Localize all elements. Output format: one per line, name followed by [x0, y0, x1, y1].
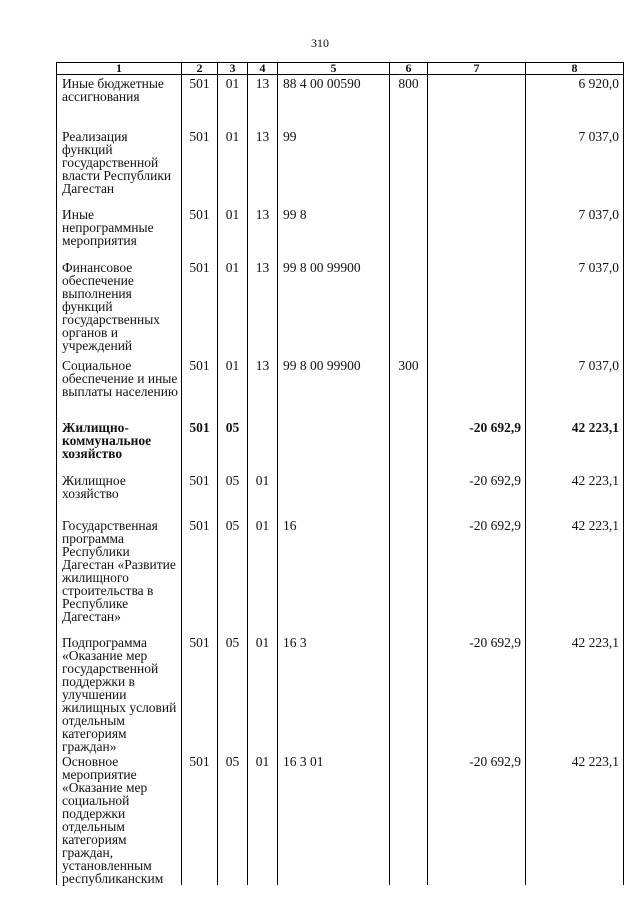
item-name: Жилищное хозяйство: [57, 472, 182, 517]
target-article-code: 16 3 01: [278, 753, 390, 885]
ministry-code: 501: [182, 128, 218, 206]
item-name: Иные бюджетные ассигнования: [57, 75, 182, 128]
column-header: 7: [428, 63, 526, 75]
subsection-code: 13: [248, 259, 278, 357]
section-code: 05: [218, 517, 248, 634]
expense-type-code: [390, 206, 428, 259]
ministry-code: 501: [182, 75, 218, 128]
total-amount: 42 223,1: [526, 634, 624, 753]
ministry-code: 501: [182, 419, 218, 472]
table-row: [57, 753, 624, 885]
ministry-code: 501: [182, 634, 218, 753]
ministry-code: 501: [182, 357, 218, 419]
expense-type-code: [390, 753, 428, 885]
table-row: [57, 357, 624, 419]
target-article-code: 88 4 00 00590: [278, 75, 390, 128]
change-amount: [428, 259, 526, 357]
item-name: Жилищно-коммунальное хозяйство: [57, 419, 182, 472]
change-amount: [428, 206, 526, 259]
budget-table: [56, 62, 624, 885]
total-amount: 42 223,1: [526, 419, 624, 472]
total-amount: 42 223,1: [526, 753, 624, 885]
subsection-code: 01: [248, 634, 278, 753]
change-amount: [428, 128, 526, 206]
subsection-code: [248, 419, 278, 472]
expense-type-code: [390, 259, 428, 357]
item-name: Финансовое обеспечение выполнения функций государственных органов и учреждений: [57, 259, 182, 357]
target-article-code: 99: [278, 128, 390, 206]
expense-type-code: [390, 634, 428, 753]
table-row: [57, 517, 624, 634]
section-code: 01: [218, 75, 248, 128]
total-amount: 6 920,0: [526, 75, 624, 128]
item-name: Основное мероприятие «Оказание мер социальной поддержки отдельным категориям граждан, установленным республиканским: [57, 753, 182, 885]
ministry-code: 501: [182, 517, 218, 634]
table-body: [57, 75, 624, 885]
target-article-code: 16 3: [278, 634, 390, 753]
target-article-code: [278, 472, 390, 517]
subsection-code: 01: [248, 753, 278, 885]
subsection-code: 13: [248, 128, 278, 206]
change-amount: [428, 357, 526, 419]
total-amount: 7 037,0: [526, 259, 624, 357]
column-header: 8: [526, 63, 624, 75]
table-row: [57, 634, 624, 753]
section-code: 05: [218, 419, 248, 472]
target-article-code: 16: [278, 517, 390, 634]
total-amount: 7 037,0: [526, 206, 624, 259]
column-header: 4: [248, 63, 278, 75]
subsection-code: 13: [248, 206, 278, 259]
target-article-code: 99 8 00 99900: [278, 357, 390, 419]
column-header: 6: [390, 63, 428, 75]
change-amount: [428, 75, 526, 128]
target-article-code: 99 8 00 99900: [278, 259, 390, 357]
subsection-code: 01: [248, 517, 278, 634]
change-amount: -20 692,9: [428, 753, 526, 885]
item-name: Государственная программа Республики Дагестан «Развитие жилищного строительства в Республике Дагестан»: [57, 517, 182, 634]
subsection-code: 01: [248, 472, 278, 517]
subsection-code: 13: [248, 357, 278, 419]
expense-type-code: [390, 517, 428, 634]
section-code: 05: [218, 472, 248, 517]
table-row: [57, 419, 624, 472]
section-code: 05: [218, 753, 248, 885]
column-header: 2: [182, 63, 218, 75]
expense-type-code: [390, 128, 428, 206]
section-code: 01: [218, 128, 248, 206]
expense-type-code: 800: [390, 75, 428, 128]
total-amount: 42 223,1: [526, 472, 624, 517]
total-amount: 7 037,0: [526, 128, 624, 206]
item-name: Подпрограмма «Оказание мер государственной поддержки в улучшении жилищных условий отдельным категориям граждан»: [57, 634, 182, 753]
table-header-row: [57, 63, 624, 75]
column-header: 1: [57, 63, 182, 75]
ministry-code: 501: [182, 259, 218, 357]
table-row: [57, 128, 624, 206]
section-code: 01: [218, 259, 248, 357]
change-amount: -20 692,9: [428, 419, 526, 472]
change-amount: -20 692,9: [428, 517, 526, 634]
item-name: Социальное обеспечение и иные выплаты населению: [57, 357, 182, 419]
target-article-code: [278, 419, 390, 472]
total-amount: 7 037,0: [526, 357, 624, 419]
table-row: [57, 259, 624, 357]
item-name: Реализация функций государственной власти Республики Дагестан: [57, 128, 182, 206]
page-number: 310: [311, 36, 329, 50]
table-row: [57, 472, 624, 517]
subsection-code: 13: [248, 75, 278, 128]
column-header: 3: [218, 63, 248, 75]
section-code: 01: [218, 357, 248, 419]
total-amount: 42 223,1: [526, 517, 624, 634]
target-article-code: 99 8: [278, 206, 390, 259]
ministry-code: 501: [182, 206, 218, 259]
expense-type-code: [390, 419, 428, 472]
section-code: 01: [218, 206, 248, 259]
expense-type-code: [390, 472, 428, 517]
item-name: Иные непрограммные мероприятия: [57, 206, 182, 259]
table-row: [57, 206, 624, 259]
ministry-code: 501: [182, 753, 218, 885]
column-header: 5: [278, 63, 390, 75]
change-amount: -20 692,9: [428, 472, 526, 517]
table-row: [57, 75, 624, 128]
section-code: 05: [218, 634, 248, 753]
ministry-code: 501: [182, 472, 218, 517]
change-amount: -20 692,9: [428, 634, 526, 753]
expense-type-code: 300: [390, 357, 428, 419]
